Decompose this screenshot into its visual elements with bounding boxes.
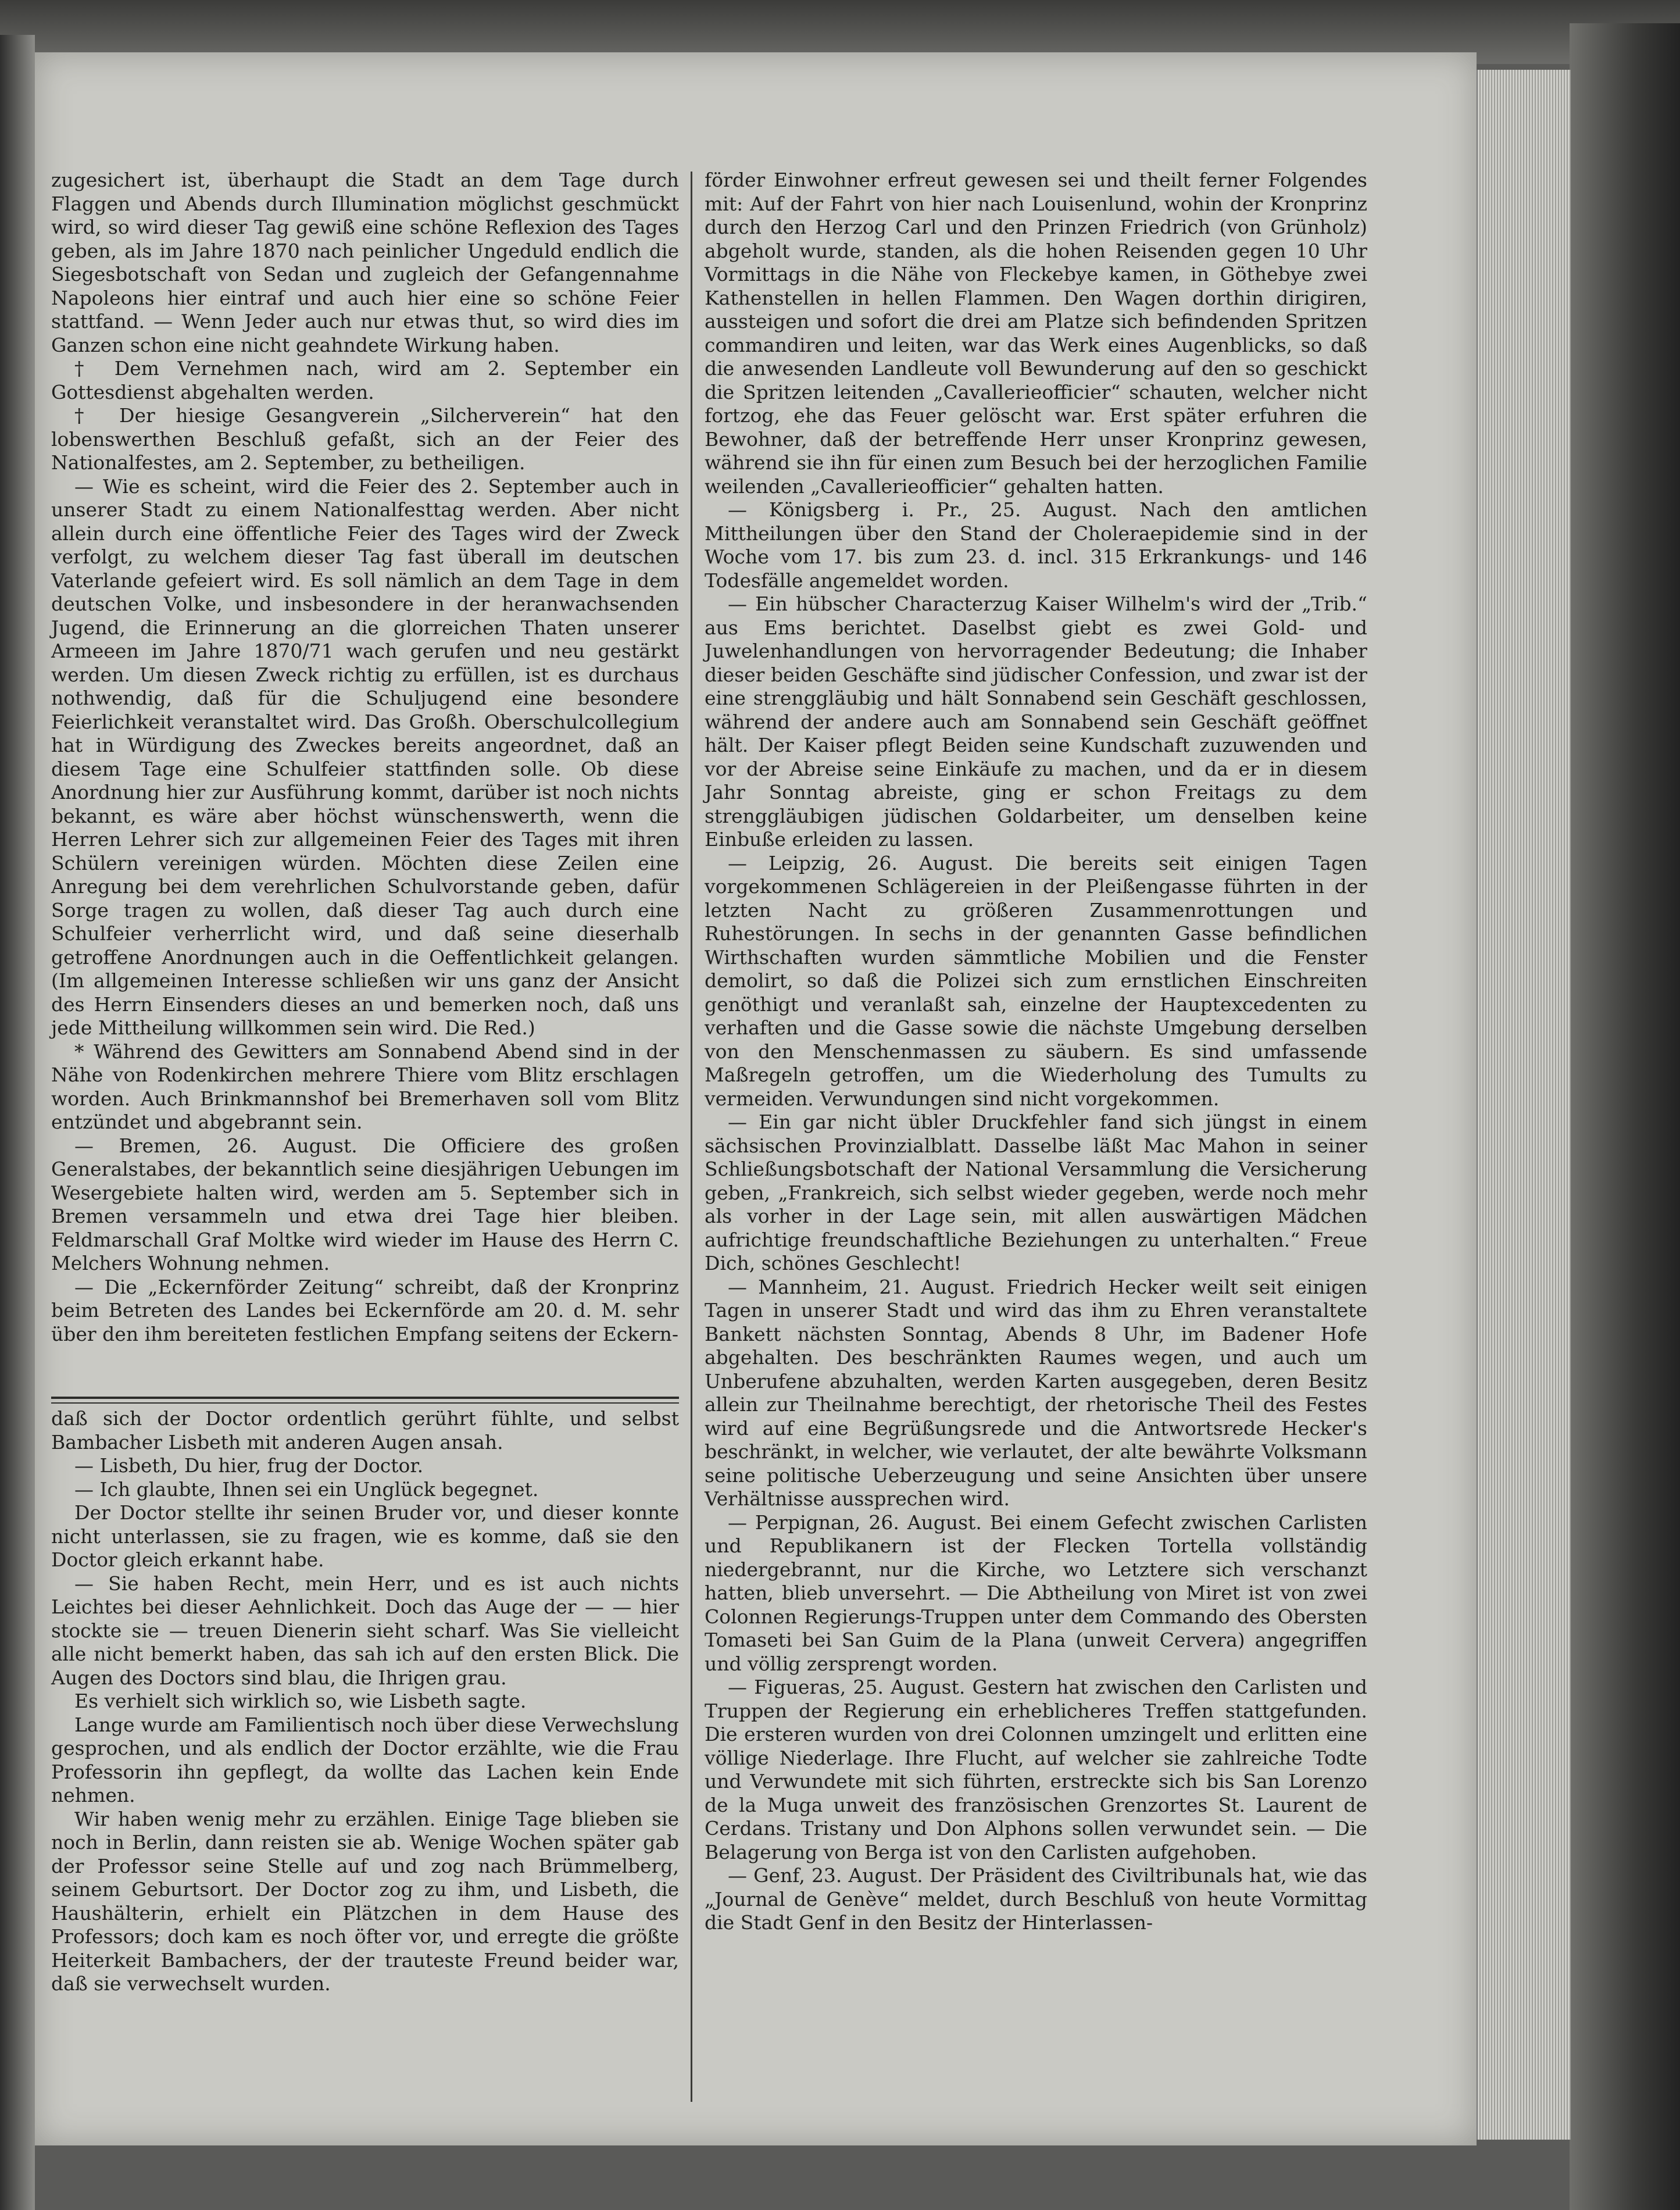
paragraph: — Mannheim, 21. August. Friedrich Hecker weilt seit einigen Tagen in unserer Stadt und wird das ihm zu Ehren veranstaltete Bankett nächsten Sonntag, Abends 8 Uhr, im Badener Hofe abgehalten. Des beschränkten Raumes wegen, und auch um Unberufene abzuhalten, werden Karten ausgegeben, deren Besitz allein zur Theilnahme berechtigt, der rhetorische Theil des Festes wird auf eine Begrüßungsrede und die Antwortsrede Hecker's beschränkt, in welcher, wie verlautet, der alte bewährte Volksmann seine politische Ueberzeugung und seine Ansichten über unsere Verhältnisse aussprechen wird. — [705, 1275, 1367, 1510]
paragraph: daß sich der Doctor ordentlich gerührt fühlte, und selbst Bambacher Lisbeth mit anderen Augen ansah. — [51, 1407, 679, 1454]
paragraph: — Bremen, 26. August. Die Officiere des großen Generalstabes, der bekanntlich seine diesjährigen Uebungen im Wesergebiete halten wird, werden am 5. September sich in Bremen versammeln und etwa drei Tage hier bleiben. Feldmarschall Graf Moltke wird wieder im Hause des Herrn C. Melchers Wohnung nehmen. — [51, 1134, 679, 1274]
page-stack-edge — [1477, 70, 1571, 2140]
paragraph: — Wie es scheint, wird die Feier des 2. September auch in unserer Stadt zu einem Nationalfesttag werden. Aber nicht allein durch eine öffentliche Feier des Tages wird der Zweck verfolgt, zu welchem dieser Tag fast überall im deutschen Vaterlande gefeiert wird. Es soll nämlich an dem Tage in dem deutschen Volke, und insbesondere in der heranwachsenden Jugend, die Erinnerung an die glorreichen Thaten unserer Armeeen im Jahre 1870/71 wach gerufen und neu gestärkt werden. Um diesen Zweck richtig zu erfüllen, ist es durchaus nothwendig, daß für die Schuljugend eine besondere Feierlichkeit veranstaltet wird. Das Großh. Oberschulcollegium hat in Würdigung des Zweckes bereits angeordnet, daß an diesem Tage eine Schulfeier stattfinden solle. Ob diese Anordnung hier zur Ausführung kommt, darüber ist noch nichts bekannt, es wäre aber höchst wünschenswerth, wenn die Herren Lehrer sich zur allgemeinen Feier des Tages mit ihren Schülern vereinigen würden. Möchten diese Zeilen eine Anregung bei dem verehrlichen Schulvorstande geben, dafür Sorge tragen zu wollen, daß dieser Tag auch durch eine Schulfeier verherrlicht wird, und daß seine dieserhalb getroffene Anordnungen auch in die Oeffentlichkeit gelangen. (Im allgemeinen Interesse schließen wir uns ganz der Ansicht des Herrn Einsenders dieses an und bemerken noch, daß uns jede Mittheilung willkommen sein wird. Die Red.) — [51, 474, 679, 1039]
paragraph: — Leipzig, 26. August. Die bereits seit einigen Tagen vorgekommenen Schlägereien in der Pleißengasse führten in der letzten Nacht zu größeren Zusammenrottungen und Ruhestörungen. In sechs in der genannten Gasse befindlichen Wirthschaften wurden sämmtliche Mobilien und die Fenster demolirt, so daß die Polizei sich zum ernstlichen Einschreiten genöthigt und veranlaßt sah, einzelne der Hauptexcedenten zu verhaften und die Gasse sowie die nächste Umgebung derselben von den Menschenmassen zu säubern. Es sind umfassende Maßregeln getroffen, um die Wiederholung des Tumults zu vermeiden. Verwundungen sind nicht vorgekommen. — [705, 851, 1367, 1110]
paragraph: — Perpignan, 26. August. Bei einem Gefecht zwischen Carlisten und Republikanern ist der Flecken Tortella vollständig niedergebrannt, nur die Kirche, wo Letztere sich verschanzt hatten, blieb unversehrt. — Die Abtheilung von Miret ist von zwei Colonnen Regierungs-Truppen unter dem Commando des Obersten Tomaseti bei San Guim de la Plana (unweit Cervera) angegriffen und völlig zersprengt worden. — [705, 1511, 1367, 1675]
paragraph: zugesichert ist, überhaupt die Stadt an dem Tage durch Flaggen und Abends durch Illumination möglichst geschmückt wird, so wird dieser Tag gewiß eine schöne Reflexion des Tages geben, als im Jahre 1870 nach peinlicher Ungeduld endlich die Siegesbotschaft von Sedan und zugleich der Gefangennahme Napoleons hier eintraf und auch hier eine so schöne Feier stattfand. — Wenn Jeder auch nur etwas thut, so wird dies im Ganzen schon eine nicht geahndete Wirkung haben. — [51, 169, 679, 356]
paragraph: — Genf, 23. August. Der Präsident des Civiltribunals hat, wie das „Journal de Genève“ meldet, durch Beschluß von heute Vormittag die Stadt Genf in den Besitz der Hinterlassen- — [705, 1864, 1367, 1934]
paragraph: — Die „Eckernförder Zeitung“ schreibt, daß der Kronprinz beim Betreten des Landes bei Eckernförde am 20. d. M. sehr über den ihm bereiteten festlichen Empfang seitens der Eckern- — [51, 1275, 679, 1345]
paragraph: — Figueras, 25. August. Gestern hat zwischen den Carlisten und Truppen der Regierung ein erheblicheres Treffen stattgefunden. Die ersteren wurden von drei Colonnen umzingelt und erlitten eine völlige Niederlage. Ihre Flucht, auf welcher sie zahlreiche Todte und Verwundete mit sich führten, erstreckte sich bis San Lorenzo de la Muga unweit des französischen Grenzortes St. Laurent de Cerdans. Tristany und Don Alphons sollen verwundet sein. — Die Belagerung von Berga ist von den Carlisten aufgehoben. — [705, 1676, 1367, 1863]
feuilleton-divider — [51, 1397, 679, 1404]
book-binding — [1570, 23, 1680, 2210]
paragraph: Es verhielt sich wirklich so, wie Lisbeth sagte. — [74, 1690, 527, 1712]
paragraph: — Ein gar nicht übler Druckfehler fand sich jüngst in einem sächsischen Provinzialblatt. Dasselbe läßt Mac Mahon in seiner Schließungsbotschaft der National Versammlung die Versicherung geben, „Frankreich, sich selbst wieder gegeben, werde noch mehr als vorher in der Lage sein, mit allen auswärtigen Mädchen aufrichtige freundschaftliche Beziehungen zu unterhalten.“ Freue Dich, schönes Geschlecht! — [705, 1111, 1367, 1274]
paragraph: † Der hiesige Gesangverein „Silcherverein“ hat den lobenswerthen Beschluß gefaßt, sich an der Feier des Nationalfestes, am 2. September, zu betheiligen. — [51, 404, 679, 474]
left-column-feuilleton — [51, 1407, 679, 2105]
paragraph: * Während des Gewitters am Sonnabend Abend sind in der Nähe von Rodenkirchen mehrere Thiere vom Blitz erschlagen worden. Auch Brinkmannshof bei Bremerhaven soll vom Blitz entzündet und abgebrannt sein. — [51, 1040, 679, 1133]
facing-page-edge — [0, 35, 35, 2210]
paragraph: Lange wurde am Familientisch noch über diese Verwechslung gesprochen, und als endlich der Doctor erzählte, wie die Frau Professorin ihn gepflegt, da wollte das Lachen kein Ende nehmen. — [51, 1713, 679, 1806]
newspaper-page — [35, 52, 1477, 2145]
column-rule — [691, 172, 692, 2102]
paragraph: — Ich glaubte, Ihnen sei ein Unglück begegnet. — [74, 1477, 539, 1501]
left-column-news — [51, 169, 679, 1448]
paragraph: Der Doctor stellte ihr seinen Bruder vor, und dieser konnte nicht unterlassen, sie zu fragen, wie es komme, daß sie den Doctor gleich erkannt habe. — [51, 1501, 679, 1571]
paragraph: — Lisbeth, Du hier, frug der Doctor. — [74, 1454, 424, 1477]
paragraph: — Sie haben Recht, mein Herr, und es ist auch nichts Leichtes bei dieser Aehnlichkeit. Doch das Auge der — — hier stockte sie — treuen Dienerin sieht scharf. Was Sie vielleicht alle nicht bemerkt haben, das sah ich auf den ersten Blick. Die Augen des Doctors sind blau, die Ihrigen grau. — [51, 1572, 679, 1689]
paragraph: † Dem Vernehmen nach, wird am 2. September ein Gottesdienst abgehalten werden. — [51, 357, 679, 404]
paragraph: — Königsberg i. Pr., 25. August. Nach den amtlichen Mittheilungen über den Stand der Choleraepidemie sind in der Woche vom 17. bis zum 23. d. incl. 315 Erkrankungs- und 146 Todesfälle angemeldet worden. — [705, 498, 1367, 592]
paragraph: — Ein hübscher Characterzug Kaiser Wilhelm's wird der „Trib.“ aus Ems berichtet. Daselbst giebt es zwei Gold- und Juwelenhandlungen von hervorragender Bedeutung; die Inhaber dieser beiden Geschäfte sind jüdischer Confession, und zwar ist der eine strenggläubig und hält Sonnabend sein Geschäft geschlossen, während der andere auch am Sonnabend sein Geschäft geöffnet hält. Der Kaiser pflegt Beiden seine Kundschaft zuzuwenden und vor der Abreise seine Einkäufe zu machen, und da er in diesem Jahr Sonntag abreiste, ging er schon Freitags zu dem strenggläubigen jüdischen Goldarbeiter, um denselben keine Einbuße erleiden zu lassen. — [705, 592, 1367, 851]
paragraph: Wir haben wenig mehr zu erzählen. Einige Tage blieben sie noch in Berlin, dann reisten sie ab. Wenige Wochen später gab der Professor seine Stelle auf und zog nach Brümmelberg, seinem Geburtsort. Der Doctor zog zu ihm, und Lisbeth, die Haushälterin, erhielt ein Plätzchen in dem Hause des Professors; doch kam es noch öfter vor, und erregte die größte Heiterkeit Bambachers, der der trauteste Freund beider war, daß sie verwechselt wurden. — [51, 1807, 679, 1995]
right-column-news — [705, 169, 1367, 2122]
paragraph: förder Einwohner erfreut gewesen sei und theilt ferner Folgendes mit: Auf der Fahrt von hier nach Louisenlund, wohin der Kronprinz durch den Herzog Carl und den Prinzen Friedrich (von Grünholz) abgeholt wurde, standen, als die hohen Reisenden gegen 10 Uhr Vormittags in die Nähe von Fleckebye kamen, in Göthebye zwei Kathenstellen in hellen Flammen. Den Wagen dorthin dirigiren, aussteigen und sofort die drei am Platze sich befindenden Spritzen commandiren und leiten, war das Werk eines Augenblicks, so daß die anwesenden Landleute voll Bewunderung auf den so geschickt die Spritzen leitenden „Cavallerieofficier“ schauten, welcher nicht fortzog, ehe das Feuer gelöscht war. Erst später erfuhren die Bewohner, daß der betreffende Herr unser Kronprinz gewesen, während sie ihn für einen zum Besuch bei der herzoglichen Familie weilenden „Cavallerieofficier“ gehalten hatten. — [705, 169, 1367, 498]
